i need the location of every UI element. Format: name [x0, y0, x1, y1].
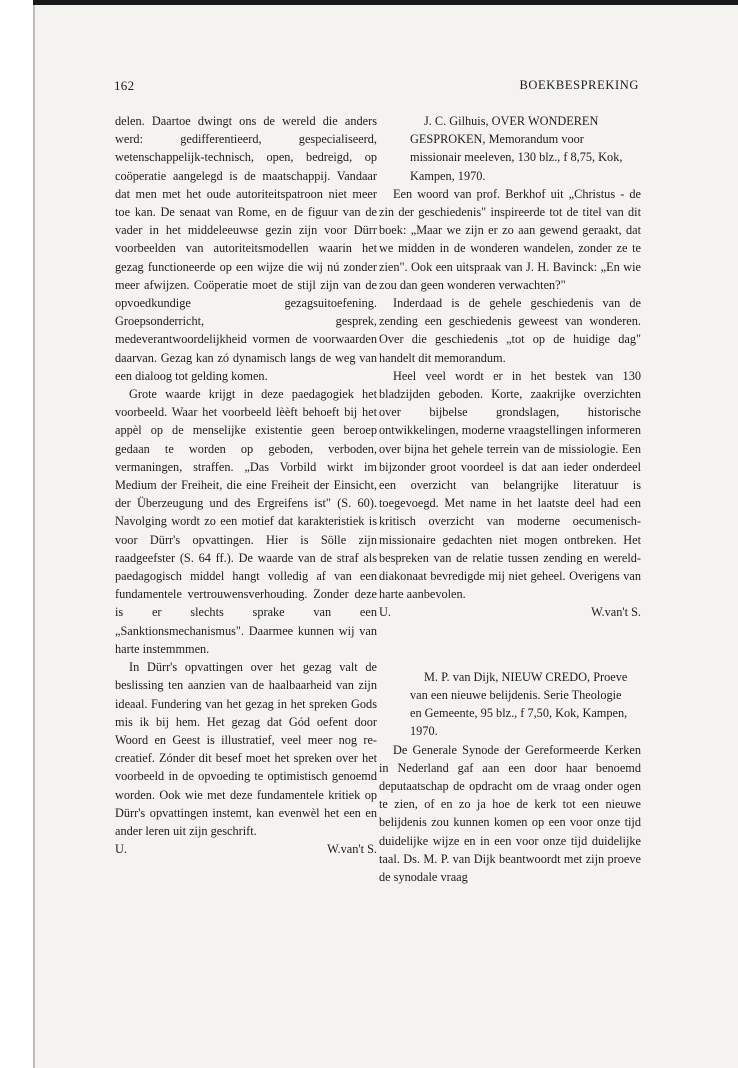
left-column — [115, 112, 377, 858]
signature-name: W.van't S. — [327, 842, 377, 857]
review-signature — [379, 603, 641, 621]
signature-initial: U. — [115, 842, 127, 857]
right-column — [379, 112, 641, 886]
paragraph: Heel veel wordt er in het bestek van 130 bladzijden geboden. Korte, zaakrijke overzichten over bijbelse grondslagen, historische ontwikkelingen, moderne vraagstellingen informeren over bijna het gehele terrein van de missiologie. Een bijzonder groot voordeel is dat aan ieder onderdeel een overzicht van belangrijke literatuur is toegevoegd. Met name in het laatste deel had een kritisch overzicht van moderne oecumenisch-missionaire gedachten niet mogen ontbreken. Het bespreken van de relatie tussen zending en wereld-diakonaat bevredigde mij niet geheel. Overigens van harte aanbevolen. — [379, 368, 641, 602]
paragraph: delen. Daartoe dwingt ons de wereld die anders werd: gedifferentieerd, gespecialiseerd, wetenschappelijk-technisch, open, bedreigd, op coöperatie aangelegd is de maatschappij. Vandaar dat men met het oude autoriteitspatroon niet meer toe kan. De senaat van Rome, en de figuur van de vader in het middeleeuwse gezin zijn voor Dürr voorbeelden van autoriteitsmodellen waarin het gezag functioneerde op een wijze die wij nú zonder meer afwijzen. Coöperatie moet de stijl zijn van de opvoedkundige gezagsuitoefening. Groepsonderricht, gesprek, medeverantwoordelijkheid vormen de voorwaarden daarvan. Gezag kan zó dynamisch langs de weg van een dialoog tot gelding komen. — [115, 114, 377, 383]
running-title: BOEKBESPREKING — [519, 78, 639, 92]
book-heading-van-dijk: M. P. van Dijk, NIEUW CREDO, Proeve van een nieuwe belijdenis. Serie Theologie en Gemeente, 95 blz., f 7,50, Kok, Kampen, 1970. — [410, 669, 628, 739]
signature-initial: U. — [379, 605, 391, 620]
paragraph: Inderdaad is de gehele geschiedenis van de zending een geschiedenis geweest van wonderen. Over die geschiedenis „tot op de huidige dag" handelt dit memorandum. — [379, 296, 641, 365]
book-heading-gilhuis: J. C. Gilhuis, OVER WONDEREN GESPROKEN, Memorandum voor missionair meeleven, 130 blz., f 8,75, Kok, Kampen, 1970. — [410, 114, 623, 183]
paragraph: Een woord van prof. Berkhof uit „Christus - de zin der geschiedenis" inspireerde tot de titel van dit boek: „Maar we zijn er zo aan gewend geraakt, dat we midden in de wonderen wandelen, zonder ze te zien". Ook een uitspraak van J. H. Bavinck: „En wie zou dan geen wonderen verwachten?" — [379, 186, 641, 292]
page-number: 162 — [114, 78, 135, 93]
paragraph: In Dürr's opvattingen over het gezag valt de beslissing ten aanzien van de haalbaarheid van zijn ideaal. Fundering van het gezag in het spreken Gods mis ik bij hem. Het gezag dat Gód oefent door Woord en Geest is illustratief, veel meer nog re-creatief. Zónder dit besef moet het spreken over het voorbeeld in de opvoeding te optimistisch genoemd worden. Ook wie met deze fundamentele kritiek op Dürr's opvattingen instemt, kan evenwèl het een en ander leren uit zijn geschrift. — [115, 660, 377, 838]
scan-left-edge — [33, 0, 35, 1068]
scan-top-edge — [33, 0, 738, 5]
signature-name: W.van't S. — [591, 605, 641, 620]
paragraph: Grote waarde krijgt in deze paedagogiek het voorbeeld. Waar het voorbeeld lèèft behoeft bij het appèl op de menselijke existentie geen beroep gedaan te worden op geboden, verboden, vermaningen, straffen. „Das Vorbild wirkt im Medium der Freiheit, die eine Freiheit der Einsicht, der Überzeugung und des Ergreifens ist" (S. 60). Navolging wordt zo een motief dat karakteristiek is voor Dürr's opvattingen. Hier is Sölle zijn raadgeefster (S. 64 ff.). De waarde van de straf als paedagogisch middel hangt volledig af van een fundamentele vertrouwensverhouding. Zonder deze is er slechts sprake van een „Sanktionsmechanismus". Daarmee kunnen wij van harte instemmmen. — [115, 387, 377, 656]
review-signature — [115, 840, 377, 858]
paragraph: De Generale Synode der Gereformeerde Kerken in Nederland gaf aan een door haar benoemd deputaatschap de opdracht om de vraag onder ogen te zien, of en zo ja hoe de kerk tot een nieuwe belijdenis zou kunnen komen op een voor onze tijd duidelijke wijze en in een voor onze tijd duidelijke taal. Ds. M. P. van Dijk beantwoordt met zijn proeve de synodale vraag — [379, 742, 641, 884]
section-gap — [379, 622, 641, 668]
